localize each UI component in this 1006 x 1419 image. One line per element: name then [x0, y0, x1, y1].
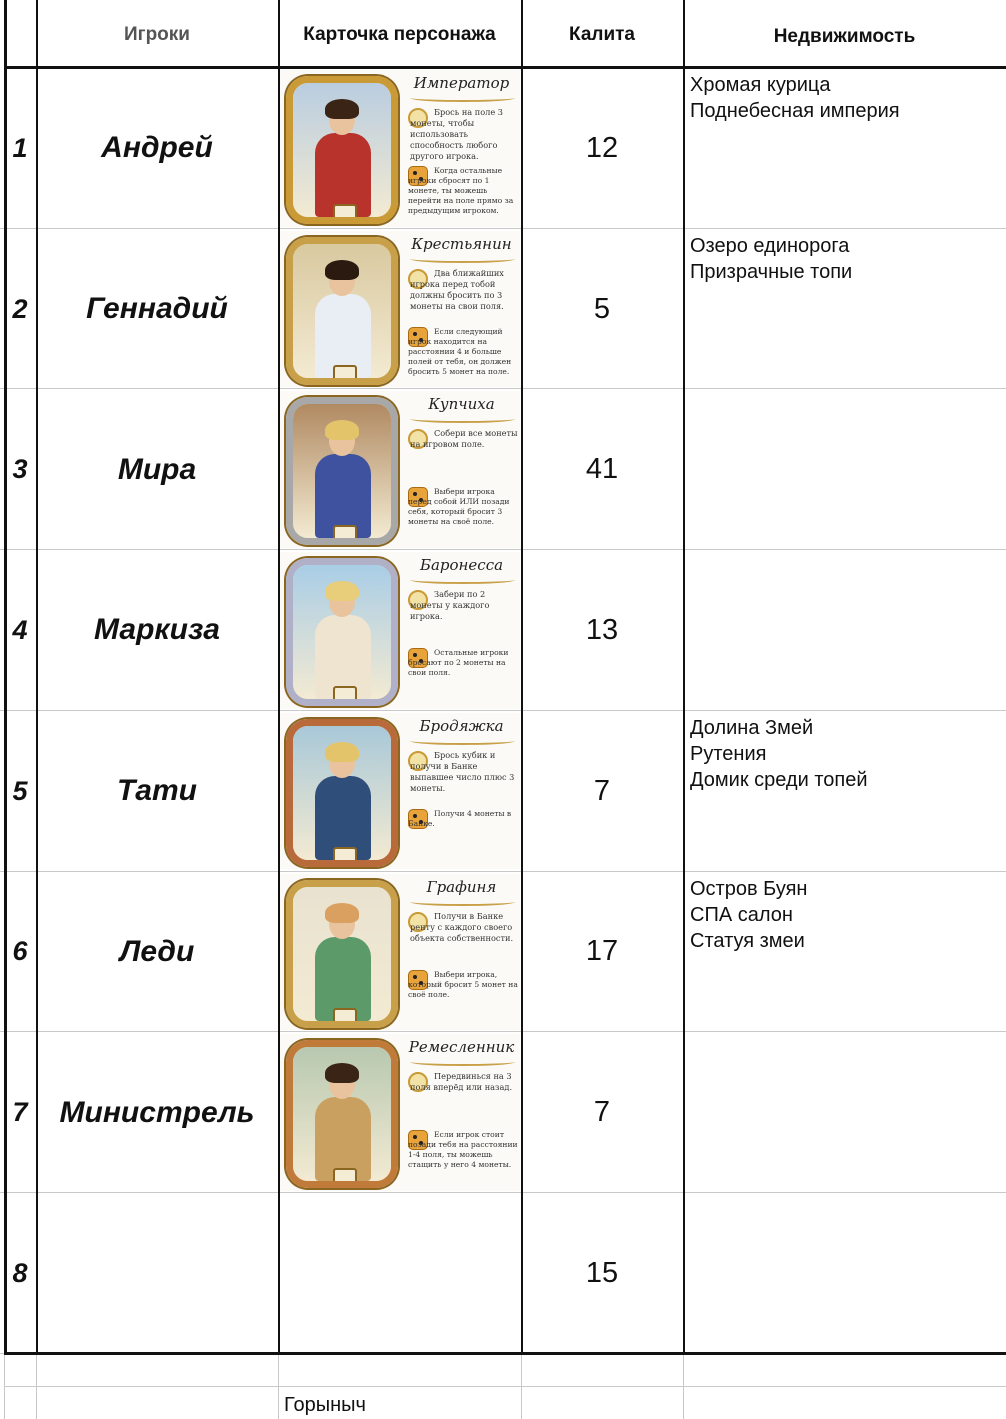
- header-property[interactable]: Недвижимость: [773, 26, 916, 47]
- player-name[interactable]: Тати: [116, 774, 197, 808]
- card-ability-main: Забери по 2 монеты у каждого игрока.: [410, 589, 490, 622]
- character-card: [280, 1034, 520, 1191]
- character-portrait: [286, 1040, 398, 1188]
- money-value[interactable]: 17: [585, 935, 619, 968]
- table-border: [4, 0, 7, 1354]
- card-title: Купчиха: [428, 395, 495, 414]
- card-cell[interactable]: [278, 1193, 521, 1354]
- card-title: Баронесса: [419, 556, 504, 575]
- card-title: Крестьянин: [411, 234, 512, 253]
- character-card: [280, 231, 520, 388]
- card-ability-dice: Получи 4 монеты в Банке.: [408, 808, 512, 828]
- header-money[interactable]: Калита: [568, 24, 636, 45]
- money-value[interactable]: 13: [585, 613, 619, 646]
- card-ability-main: Брось кубик и получи в Банке выпавшее число плюс 3 монеты.: [410, 749, 515, 793]
- property-item: СПА салон: [690, 903, 793, 926]
- money-value[interactable]: 7: [593, 1096, 611, 1129]
- header-num[interactable]: [4, 0, 36, 67]
- character-portrait: [286, 397, 398, 545]
- money-value[interactable]: 12: [585, 131, 619, 164]
- money-value[interactable]: 5: [593, 292, 611, 325]
- card-cell[interactable]: [278, 1032, 521, 1193]
- character-portrait: [286, 76, 398, 224]
- header-players[interactable]: Игроки: [124, 24, 190, 45]
- table-border: [278, 0, 280, 1354]
- table-border: [521, 0, 523, 1354]
- property-item: Статуя змеи: [690, 929, 805, 952]
- row-number[interactable]: 5: [12, 775, 28, 806]
- ornament-icon: [410, 576, 515, 584]
- card-ability-main: Передвинься на 3 поля вперёд или назад.: [410, 1071, 513, 1093]
- card-cell[interactable]: [278, 229, 521, 390]
- card-ability-dice: Если следующий игрок находится на расстоянии 4 и больше полей от тебя, он должен бросить 5 монет на поле.: [408, 326, 512, 376]
- row-number[interactable]: 2: [12, 293, 28, 324]
- property-cell[interactable]: [683, 711, 1006, 872]
- character-card: [280, 552, 520, 709]
- card-ability-main: Собери все монеты на игровом поле.: [410, 428, 518, 450]
- row-number[interactable]: 7: [12, 1097, 28, 1128]
- ornament-icon: [410, 898, 515, 906]
- character-card: [280, 391, 520, 548]
- property-item: Хромая курица: [690, 74, 831, 96]
- ornament-icon: [410, 737, 515, 745]
- table-border: [4, 1352, 1006, 1355]
- card-ability-dice: Если игрок стоит позади тебя на расстоянии 1-4 поля, ты можешь стащить у него 4 монеты.: [408, 1130, 518, 1170]
- property-item: Долина Змей: [690, 716, 814, 739]
- card-ability-dice: Когда остальные игроки сбросят по 1 монете, ты можешь перейти на поле прямо за предыдущим игроком.: [408, 166, 514, 215]
- character-portrait: [286, 237, 398, 385]
- card-cell[interactable]: [278, 68, 521, 229]
- property-cell[interactable]: [683, 68, 1006, 229]
- header-card[interactable]: Карточка персонажа: [303, 24, 496, 45]
- character-portrait: [286, 719, 398, 867]
- row-number[interactable]: 8: [12, 1257, 28, 1288]
- card-ability-dice: Остальные игроки бросают по 2 монеты на свои поля.: [408, 648, 509, 678]
- player-name[interactable]: Мира: [117, 452, 197, 486]
- player-name[interactable]: Леди: [119, 934, 195, 968]
- property-cell[interactable]: [683, 872, 1006, 1033]
- player-name[interactable]: Андрей: [101, 131, 213, 165]
- property-cell[interactable]: [683, 1032, 1006, 1193]
- card-title: Бродяжка: [419, 716, 504, 735]
- row-number[interactable]: 1: [12, 132, 28, 163]
- ornament-icon: [410, 415, 515, 423]
- player-name[interactable]: Маркиза: [94, 613, 220, 647]
- badge-icon: [333, 1008, 357, 1024]
- ornament-icon: [410, 255, 515, 263]
- player-name[interactable]: [36, 1193, 278, 1354]
- money-value[interactable]: 15: [585, 1256, 619, 1289]
- property-item: Поднебесная империя: [690, 100, 900, 122]
- property-item: Рутения: [690, 742, 767, 765]
- card-title: Графиня: [426, 877, 497, 896]
- card-cell[interactable]: [278, 872, 521, 1033]
- money-value[interactable]: 41: [585, 453, 619, 486]
- property-cell[interactable]: [683, 229, 1006, 390]
- row-number[interactable]: 6: [12, 936, 28, 967]
- character-card: [280, 874, 520, 1031]
- table-border: [683, 0, 685, 1354]
- character-card: [280, 713, 520, 870]
- badge-icon: [333, 204, 357, 220]
- property-item: Призрачные топи: [690, 260, 853, 283]
- card-ability-main: Два ближайших игрока перед тобой должны бросить по 3 монеты на свои поля.: [410, 267, 504, 311]
- badge-icon: [333, 525, 357, 541]
- property-item: Остров Буян: [690, 877, 808, 900]
- character-portrait: [286, 880, 398, 1028]
- character-portrait: [286, 558, 398, 706]
- card-title: Ремесленник: [408, 1038, 515, 1057]
- ornament-icon: [410, 1058, 515, 1066]
- property-item: Озеро единорога: [690, 234, 850, 257]
- card-ability-main: Брось на поле 3 монеты, чтобы использовать способность любого другого игрока.: [410, 107, 504, 161]
- table-border: [36, 0, 38, 1354]
- property-cell[interactable]: [683, 550, 1006, 711]
- card-ability-dice: Выбери игрока, который бросит 5 монет на своё поле.: [408, 969, 518, 999]
- card-ability-main: Получи в Банке ренту с каждого своего объекта собственности.: [410, 910, 514, 943]
- player-name[interactable]: Геннадий: [86, 292, 228, 326]
- badge-icon: [333, 365, 357, 381]
- card-title: Император: [413, 74, 510, 92]
- character-card: [280, 70, 520, 227]
- badge-icon: [333, 1168, 357, 1184]
- row-number[interactable]: 3: [12, 454, 28, 485]
- money-value[interactable]: 7: [593, 774, 611, 807]
- cell-footer-card[interactable]: Горыныч: [284, 1394, 366, 1416]
- card-cell[interactable]: [278, 389, 521, 550]
- badge-icon: [333, 847, 357, 863]
- card-cell[interactable]: [278, 711, 521, 872]
- card-cell[interactable]: [278, 550, 521, 711]
- card-ability-dice: Выбери игрока перед собой ИЛИ позади себя, который бросит 3 монеты на своё поле.: [408, 487, 510, 527]
- player-name[interactable]: Министрель: [59, 1095, 255, 1129]
- property-cell[interactable]: [683, 1193, 1006, 1354]
- property-item: Домик среди топей: [690, 768, 868, 791]
- ornament-icon: [410, 94, 515, 102]
- property-cell[interactable]: [683, 389, 1006, 550]
- badge-icon: [333, 686, 357, 702]
- table-border: [4, 66, 1006, 69]
- row-number[interactable]: 4: [12, 614, 28, 645]
